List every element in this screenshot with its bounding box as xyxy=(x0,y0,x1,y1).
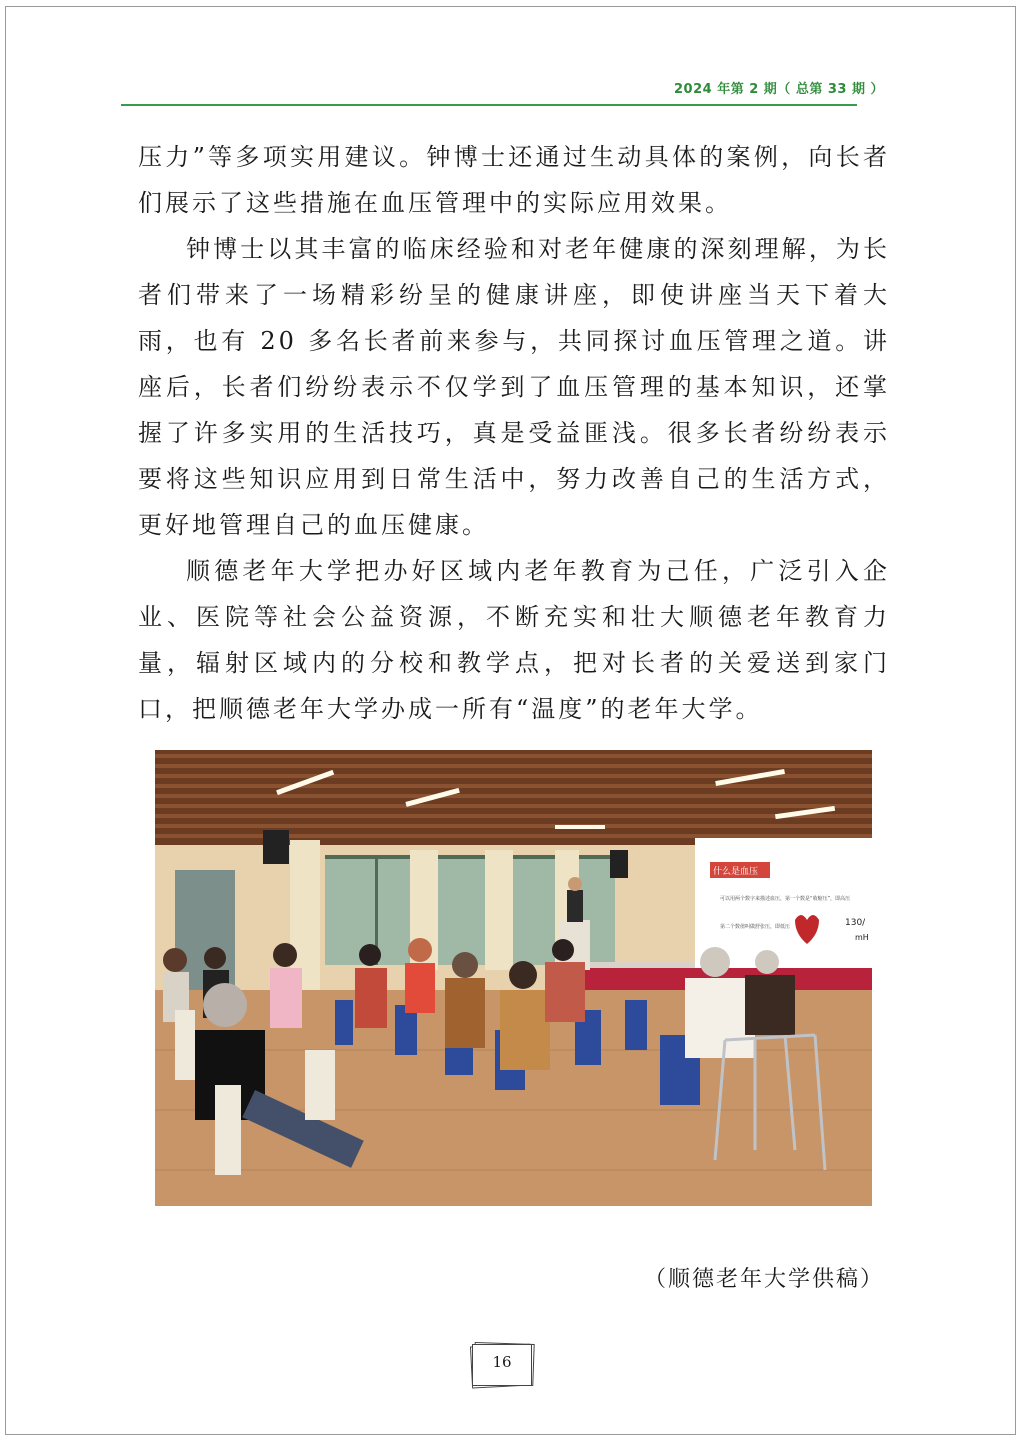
issue-label: 2024 年第 2 期（ 总第 33 期 ） xyxy=(674,82,884,97)
slide-value: 130/ xyxy=(845,918,866,928)
slide-title: 什么是血压 xyxy=(713,867,759,877)
slide-line-1: 可以用两个数字来描述血压，第一个数是“收缩压”，即高压 xyxy=(720,896,851,902)
article-credit: （顺德老年大学供稿） xyxy=(643,1267,884,1292)
paragraph-1: 压力”等多项实用建议。钟博士还通过生动具体的案例，向长者们展示了这些措施在血压管理中的实际应用效果。 xyxy=(138,143,890,217)
paragraph-3: 顺德老年大学把办好区域内老年教育为己任，广泛引入企业、医院等社会公益资源，不断充实和壮大顺德老年教育力量，辐射区域内的分校和教学点，把对长者的关爱送到家门口，把顺德老年大学办成一所有“温度”的老年大学。 xyxy=(138,557,890,723)
slide-line-2: 第二个数值叫做舒张压，即低压 xyxy=(720,924,791,930)
header-rule xyxy=(121,104,857,106)
page-number-badge xyxy=(471,1343,533,1387)
slide-unit: mH xyxy=(855,933,869,942)
lecture-photo xyxy=(155,750,872,1206)
article-body xyxy=(138,134,890,732)
page-number: 16 xyxy=(492,1353,512,1371)
paragraph-2: 钟博士以其丰富的临床经验和对老年健康的深刻理解，为长者们带来了一场精彩纷呈的健康讲座，即使讲座当天下着大雨，也有 20 多名长者前来参与，共同探讨血压管理之道。讲座后，长者们纷纷表示不仅学到了血压管理的基本知识，还掌握了许多实用的生活技巧，真是受益匪浅。很多长者纷纷表示要将这些知识应用到日常生活中，努力改善自己的生活方式，更好地管理自己的血压健康。 xyxy=(138,235,890,539)
